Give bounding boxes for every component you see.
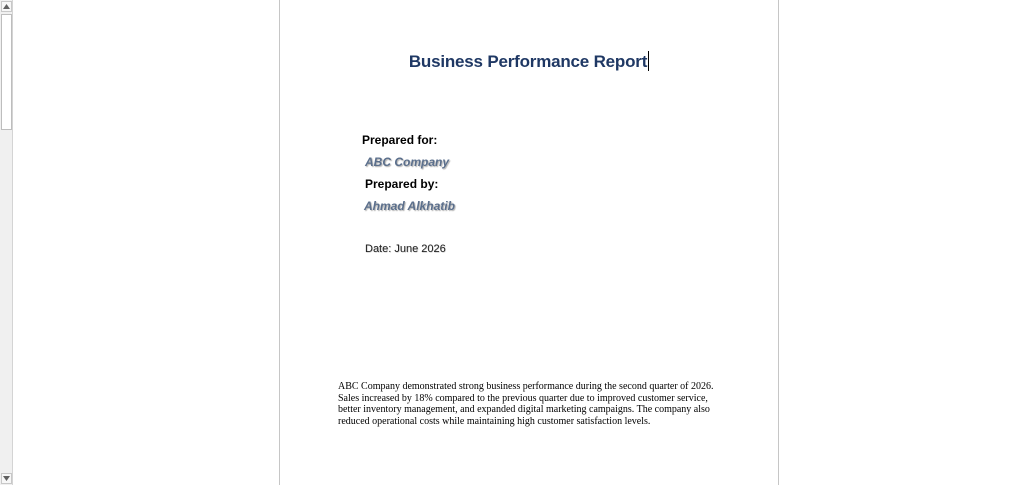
paragraph-line: ABC Company demonstrated strong business performance during the second quarter of 2026.: [338, 381, 714, 392]
prepared-by-value: Ahmad Alkhatib: [364, 199, 455, 213]
prepared-by-label: Prepared by:: [365, 177, 439, 191]
document-title-line[interactable]: [280, 51, 778, 72]
document-title: Business Performance Report: [408, 52, 648, 71]
scrollbar-thumb[interactable]: [1, 14, 12, 130]
vertical-scrollbar[interactable]: [0, 0, 13, 485]
scroll-up-button[interactable]: [1, 1, 12, 12]
prepared-for-value: ABC Company: [365, 155, 450, 169]
paragraph-line: better inventory management, and expanded digital marketing campaigns. The company also: [338, 404, 710, 416]
triangle-up-icon: [2, 2, 11, 11]
report-date: Date: June 2026: [365, 243, 446, 255]
document-page[interactable]: [279, 0, 779, 485]
summary-paragraph: [338, 381, 718, 427]
triangle-down-icon: [2, 474, 11, 483]
text-cursor: [648, 51, 649, 71]
paragraph-line: reduced operational costs while maintaining high customer satisfaction levels.: [338, 415, 651, 427]
prepared-for-label: Prepared for:: [362, 133, 438, 147]
paragraph-line: Sales increased by 18% compared to the previous quarter due to improved customer service,: [338, 392, 708, 404]
scroll-down-button[interactable]: [1, 473, 12, 484]
